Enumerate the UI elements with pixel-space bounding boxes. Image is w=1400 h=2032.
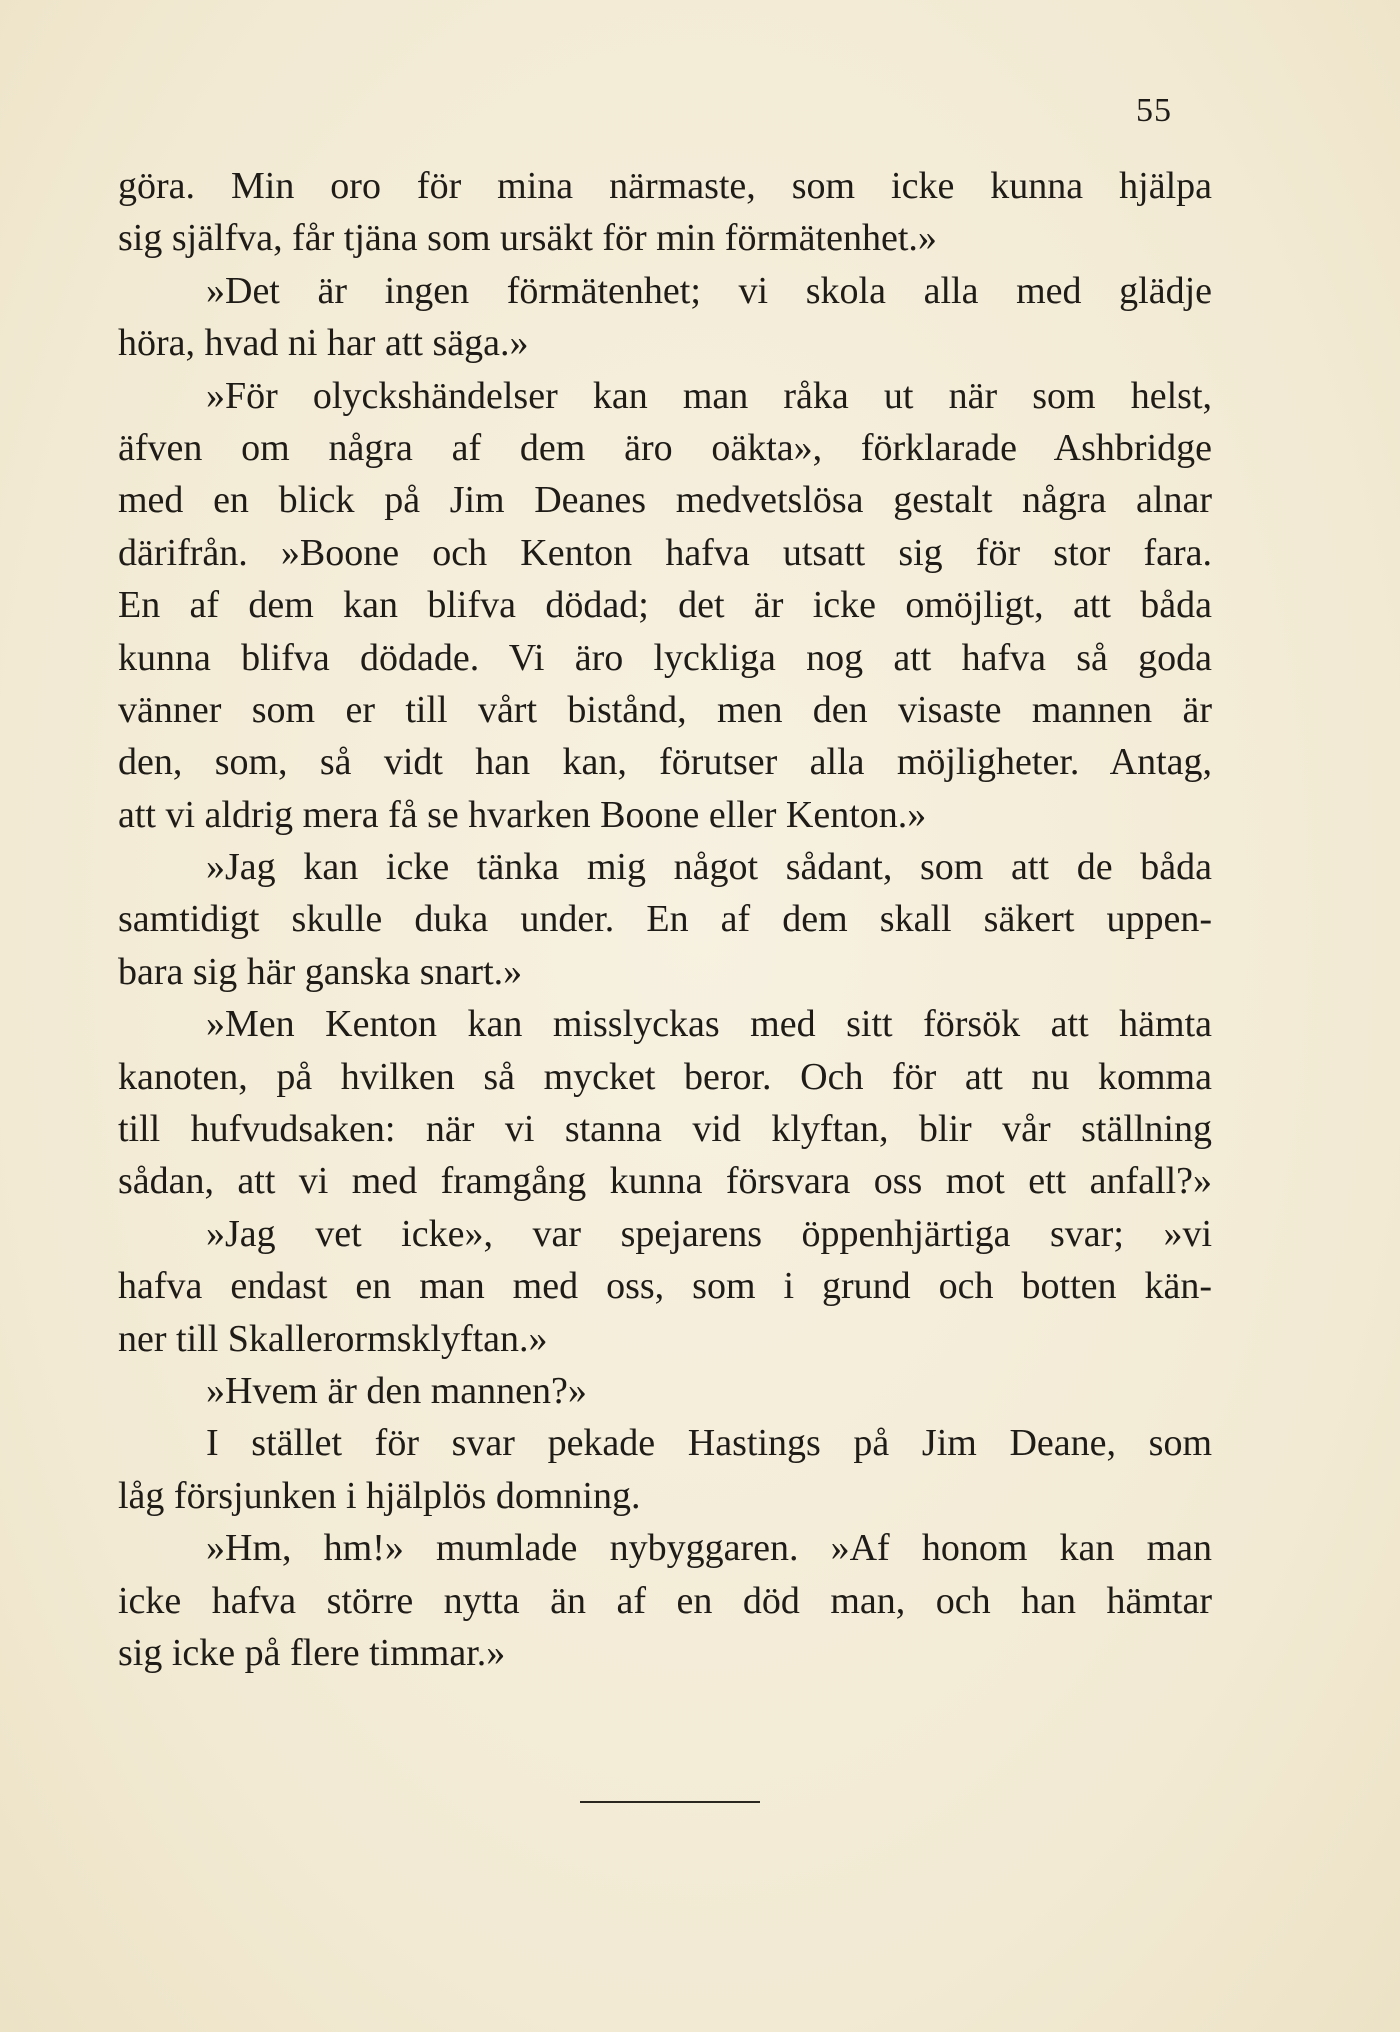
text-line: därifrån. »Boone och Kenton hafva utsatt sig för stor fara. xyxy=(118,531,1212,574)
text-line: »Men Kenton kan misslyckas med sitt försök att hämta xyxy=(206,1003,1212,1046)
text-line: »Hvem är den mannen?» xyxy=(206,1369,587,1412)
text-line: sådan, att vi med framgång kunna försvara oss mot ett anfall?» xyxy=(118,1160,1212,1203)
text-line: samtidigt skulle duka under. En af dem skall säkert uppen- xyxy=(118,898,1212,941)
text-line: höra, hvad ni har att säga.» xyxy=(118,322,529,365)
text-line: kanoten, på hvilken så mycket beror. Och för att nu komma xyxy=(118,1055,1212,1098)
text-line: äfven om några af dem äro oäkta», förklarade Ashbridge xyxy=(118,426,1212,469)
text-line: låg försjunken i hjälplös domning. xyxy=(118,1474,641,1517)
text-line: hafva endast en man med oss, som i grund och botten kän- xyxy=(118,1265,1212,1308)
text-line: till hufvudsaken: när vi stanna vid klyftan, blir vår ställning xyxy=(118,1108,1212,1151)
section-divider xyxy=(580,1801,760,1803)
text-line: »Hm, hm!» mumlade nybyggaren. »Af honom kan man xyxy=(206,1527,1212,1570)
text-line: den, som, så vidt han kan, förutser alla möjligheter. Antag, xyxy=(118,741,1212,784)
text-line: icke hafva större nytta än af en död man, och han hämtar xyxy=(118,1579,1212,1622)
text-line: »För olyckshändelser kan man råka ut när som helst, xyxy=(206,374,1212,417)
text-line: sig icke på flere timmar.» xyxy=(118,1631,506,1674)
body-text xyxy=(118,160,1212,1679)
page-number: 55 xyxy=(1136,92,1172,129)
text-line: En af dem kan blifva dödad; det är icke omöjligt, att båda xyxy=(118,584,1212,627)
text-line: »Jag vet icke», var spejarens öppenhjärtiga svar; »vi xyxy=(206,1212,1212,1255)
text-line: I stället för svar pekade Hastings på Jim Deane, som xyxy=(206,1422,1212,1465)
text-line: att vi aldrig mera få se hvarken Boone eller Kenton.» xyxy=(118,793,927,836)
text-line: med en blick på Jim Deanes medvetslösa gestalt några alnar xyxy=(118,479,1212,522)
text-line: sig själfva, får tjäna som ursäkt för min förmätenhet.» xyxy=(118,217,937,260)
text-line: »Det är ingen förmätenhet; vi skola alla med glädje xyxy=(206,269,1212,312)
text-line: »Jag kan icke tänka mig något sådant, som att de båda xyxy=(206,846,1212,889)
text-line: ner till Skallerormsklyftan.» xyxy=(118,1317,548,1360)
text-line: vänner som er till vårt bistånd, men den visaste mannen är xyxy=(118,688,1212,731)
text-line: bara sig här ganska snart.» xyxy=(118,950,523,993)
text-line: göra. Min oro för mina närmaste, som icke kunna hjälpa xyxy=(118,165,1212,207)
text-line: kunna blifva dödade. Vi äro lyckliga nog att hafva så goda xyxy=(118,636,1212,679)
